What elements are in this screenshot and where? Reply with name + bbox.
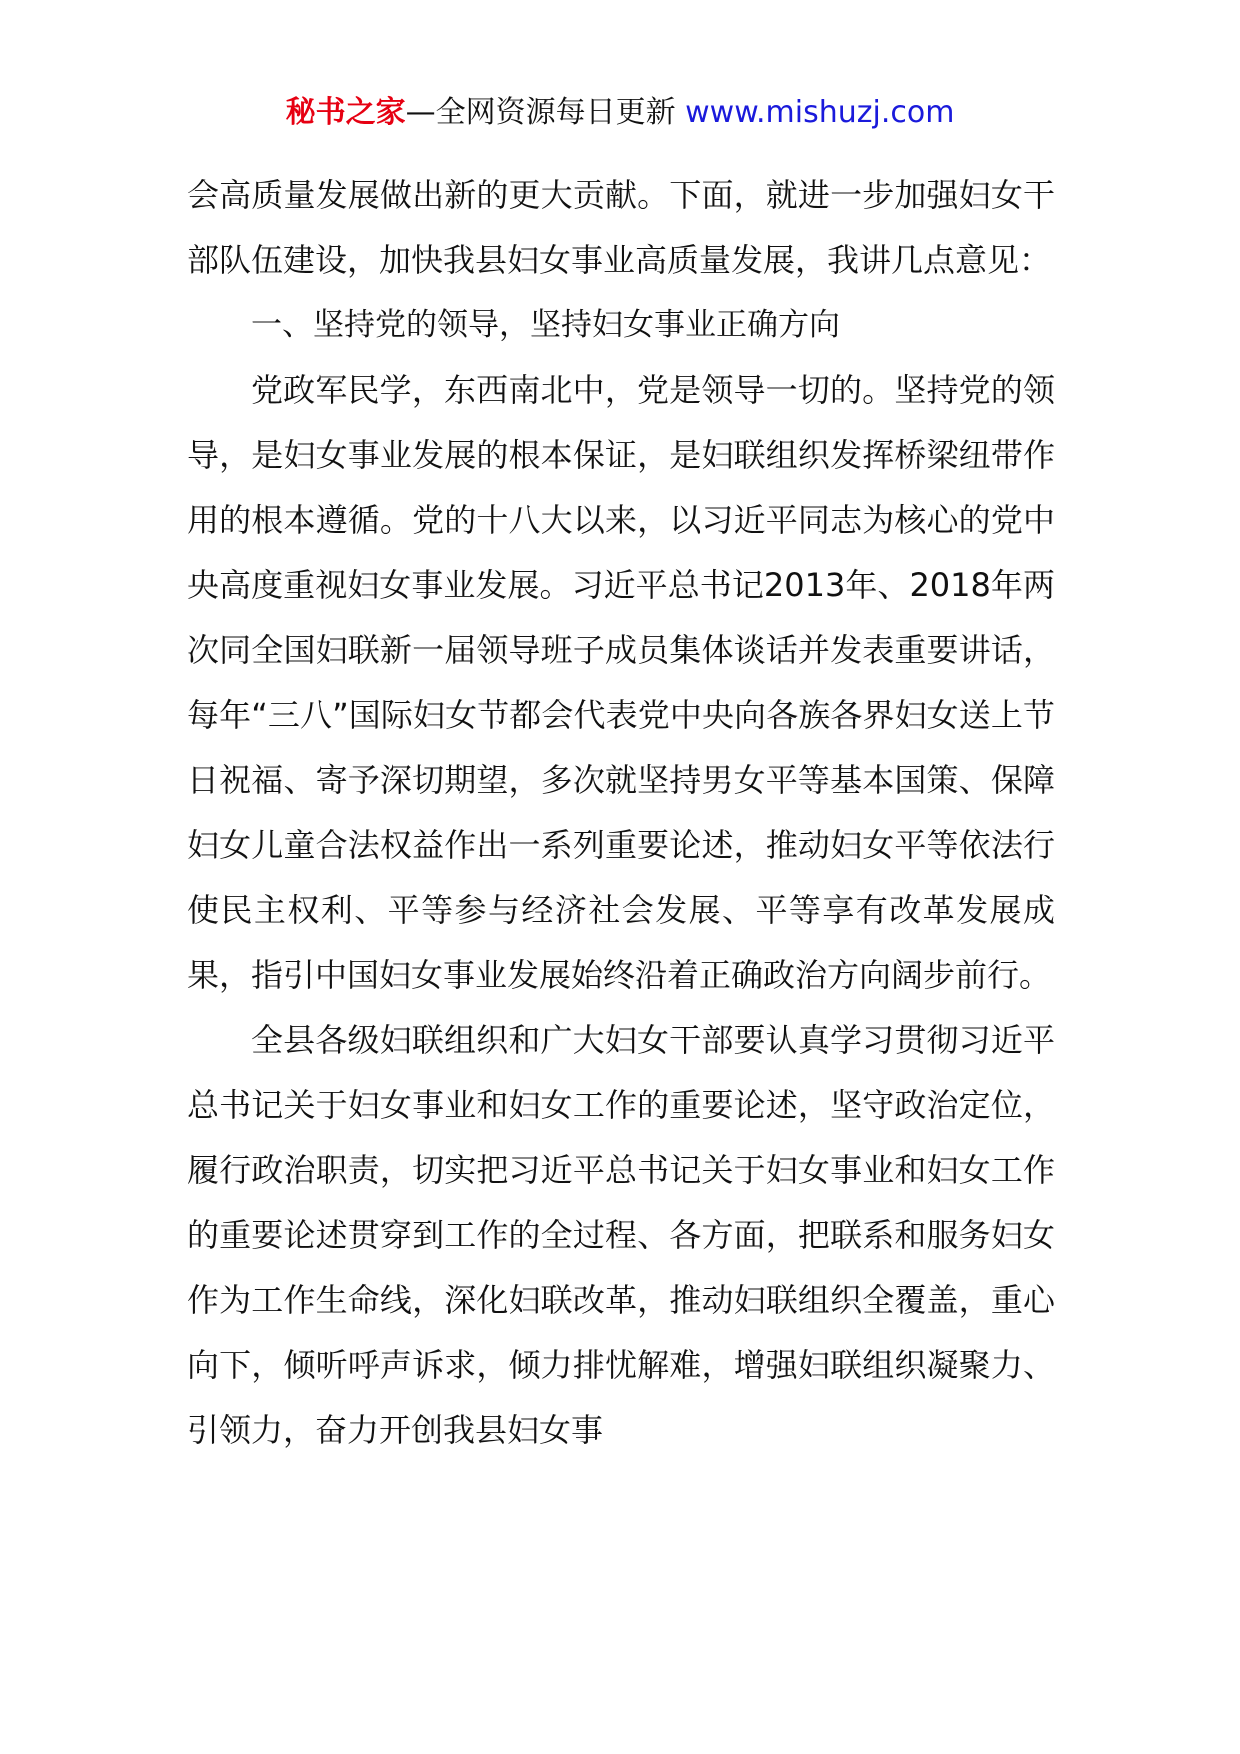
body-paragraph-1: 会高质量发展做出新的更大贡献。下面，就进一步加强妇女干部队伍建设，加快我县妇女事业高质量发展，我讲几点意见： [187, 176, 1055, 279]
brand-name: 秘书之家 [285, 95, 406, 130]
site-url-link[interactable]: www.mishuzj.com [685, 95, 955, 130]
document-body [187, 163, 1055, 1463]
body-paragraph-2: 党政军民学，东西南北中，党是领导一切的。坚持党的领导，是妇女事业发展的根本保证，是妇联组织发挥桥梁纽带作用的根本遵循。党的十八大以来，以习近平同志为核心的党中央高度重视妇女事业发展。习近平总书记2013年、2018年两次同全国妇联新一届领导班子成员集体谈话并发表重要讲话，每年“三八”国际妇女节都会代表党中央向各族各界妇女送上节日祝福、寄予深切期望，多次就坚持男女平等基本国策、保障妇女儿童合法权益作出一系列重要论述，推动妇女平等依法行使民主权利、平等参与经济社会发展、平等享有改革发展成果，指引中国妇女事业发展始终沿着正确政治方向阔步前行。 [187, 371, 1055, 994]
body-paragraph-3: 全县各级妇联组织和广大妇女干部要认真学习贯彻习近平总书记关于妇女事业和妇女工作的重要论述，坚守政治定位，履行政治职责，切实把习近平总书记关于妇女事业和妇女工作的重要论述贯穿到工作的全过程、各方面，把联系和服务妇女作为工作生命线，深化妇联改革，推动妇联组织全覆盖，重心向下，倾听呼声诉求，倾力排忧解难，增强妇联组织凝聚力、引领力，奋力开创我县妇女事 [187, 1021, 1055, 1449]
page-header [0, 92, 1240, 134]
header-tagline: —全网资源每日更新 [405, 95, 686, 130]
section-heading-1: 一、坚持党的领导，坚持妇女事业正确方向 [251, 307, 840, 343]
